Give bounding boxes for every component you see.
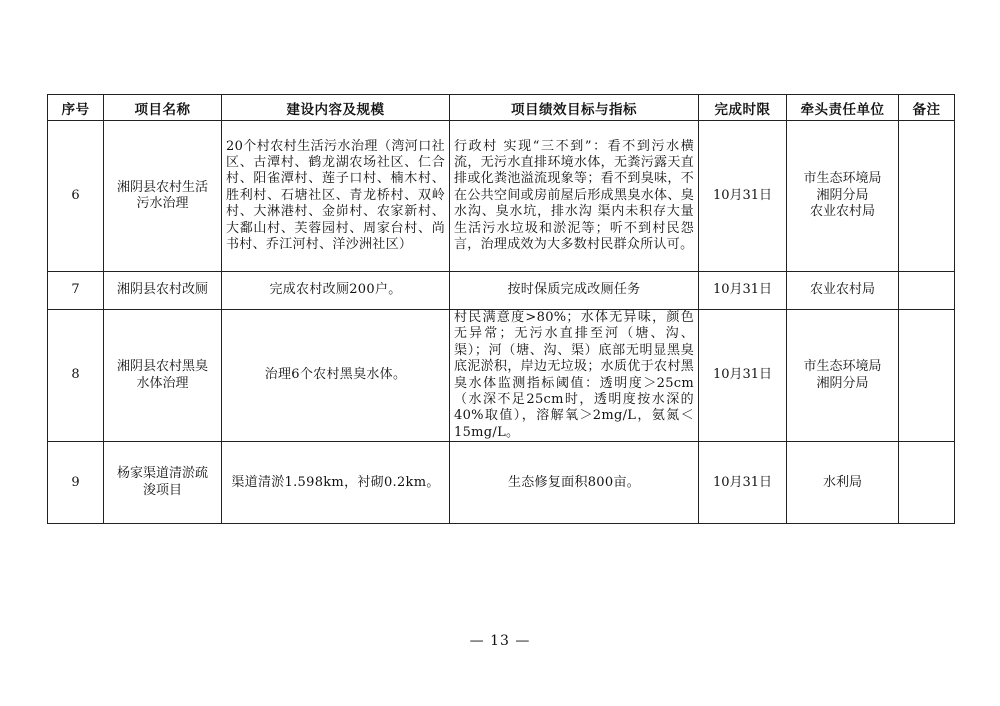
row-target: 行政村 实现“三不到”：看不到污水横流，无污水直排环境水体，无粪污露天直排或化粪池溢流现象等；看不到臭味，不在公共空间或房前屋后形成黑臭水体、臭水沟、臭水坑，排水沟 渠内未积存大量生活污水垃圾和淤泥等；听不到村民怨言，治理成效为大多数村民群众所认可。: [450, 121, 699, 272]
unit-line: 水利局: [822, 474, 862, 490]
row-deadline: 10月31日: [699, 272, 787, 310]
table-row: [48, 310, 955, 442]
row-target: 村民满意度>80%；水体无异味，颜色无异常；无污水直排至河（塘、沟、渠）；河（塘、沟、渠）底部无明显黑臭底泥淤积，岸边无垃圾；水质优于农村黑臭水体监测指标阈值：透明度＞25cm（水深不足25cm时，透明度按水深的 40%取值），溶解氧＞2mg/L，氨氮＜15mg/L。: [450, 310, 699, 442]
row-remark: [899, 442, 955, 524]
row-index: 6: [48, 121, 104, 272]
row-deadline: 10月31日: [699, 121, 787, 272]
row-remark: [899, 272, 955, 310]
unit-line: 市生态环境局: [803, 171, 882, 187]
row-project-name: 杨家渠道清淤疏浚项目: [104, 442, 222, 524]
header-project-name: 项目名称: [104, 95, 222, 121]
table-row: [48, 442, 955, 524]
table-row: [48, 272, 955, 310]
row-project-name: 湘阴县农村生活污水治理: [104, 121, 222, 272]
unit-line: 农业农村局: [809, 204, 875, 220]
header-deadline: 完成时限: [699, 95, 787, 121]
header-target: 项目绩效目标与指标: [450, 95, 699, 121]
unit-line: 湘阴分局: [816, 375, 869, 391]
unit-line: 湘阴分局: [816, 187, 869, 203]
project-table-container: [47, 94, 954, 524]
row-target: 生态修复面积800亩。: [450, 442, 699, 524]
row-content: 完成农村改厕200户。: [222, 272, 450, 310]
row-remark: [899, 121, 955, 272]
row-content: 治理6个农村黑臭水体。: [222, 310, 450, 442]
row-unit: [787, 272, 899, 310]
row-content: 20个村农村生活污水治理（湾河口社区、古潭村、鹤龙湖农场社区、仁合村、阳雀潭村、莲子口村、楠木村、胜利村、石塘社区、青龙桥村、双岭村、大淋港村、金峁村、农家新村、大鄱山村、芙蓉园村、周家台村、尚书村、乔江河村、洋沙洲社区）: [222, 121, 450, 272]
header-unit: 牵头责任单位: [787, 95, 899, 121]
project-table: [47, 94, 955, 524]
row-unit: [787, 442, 899, 524]
row-index: 8: [48, 310, 104, 442]
table-header-row: [48, 95, 955, 121]
page-number: — 13 —: [469, 633, 531, 649]
row-index: 9: [48, 442, 104, 524]
header-content: 建设内容及规模: [222, 95, 450, 121]
row-project-name: 湘阴县农村黑臭水体治理: [104, 310, 222, 442]
row-deadline: 10月31日: [699, 442, 787, 524]
row-unit: [787, 310, 899, 442]
table-row: [48, 121, 955, 272]
header-remark: 备注: [899, 95, 955, 121]
row-unit: [787, 121, 899, 272]
header-index: 序号: [48, 95, 104, 121]
unit-line: 市生态环境局: [803, 359, 882, 375]
row-content: 渠道清淤1.598km，衬砌0.2km。: [222, 442, 450, 524]
row-deadline: 10月31日: [699, 310, 787, 442]
unit-line: 农业农村局: [809, 282, 875, 298]
row-index: 7: [48, 272, 104, 310]
row-remark: [899, 310, 955, 442]
row-target: 按时保质完成改厕任务: [450, 272, 699, 310]
row-project-name: 湘阴县农村改厕: [104, 272, 222, 310]
